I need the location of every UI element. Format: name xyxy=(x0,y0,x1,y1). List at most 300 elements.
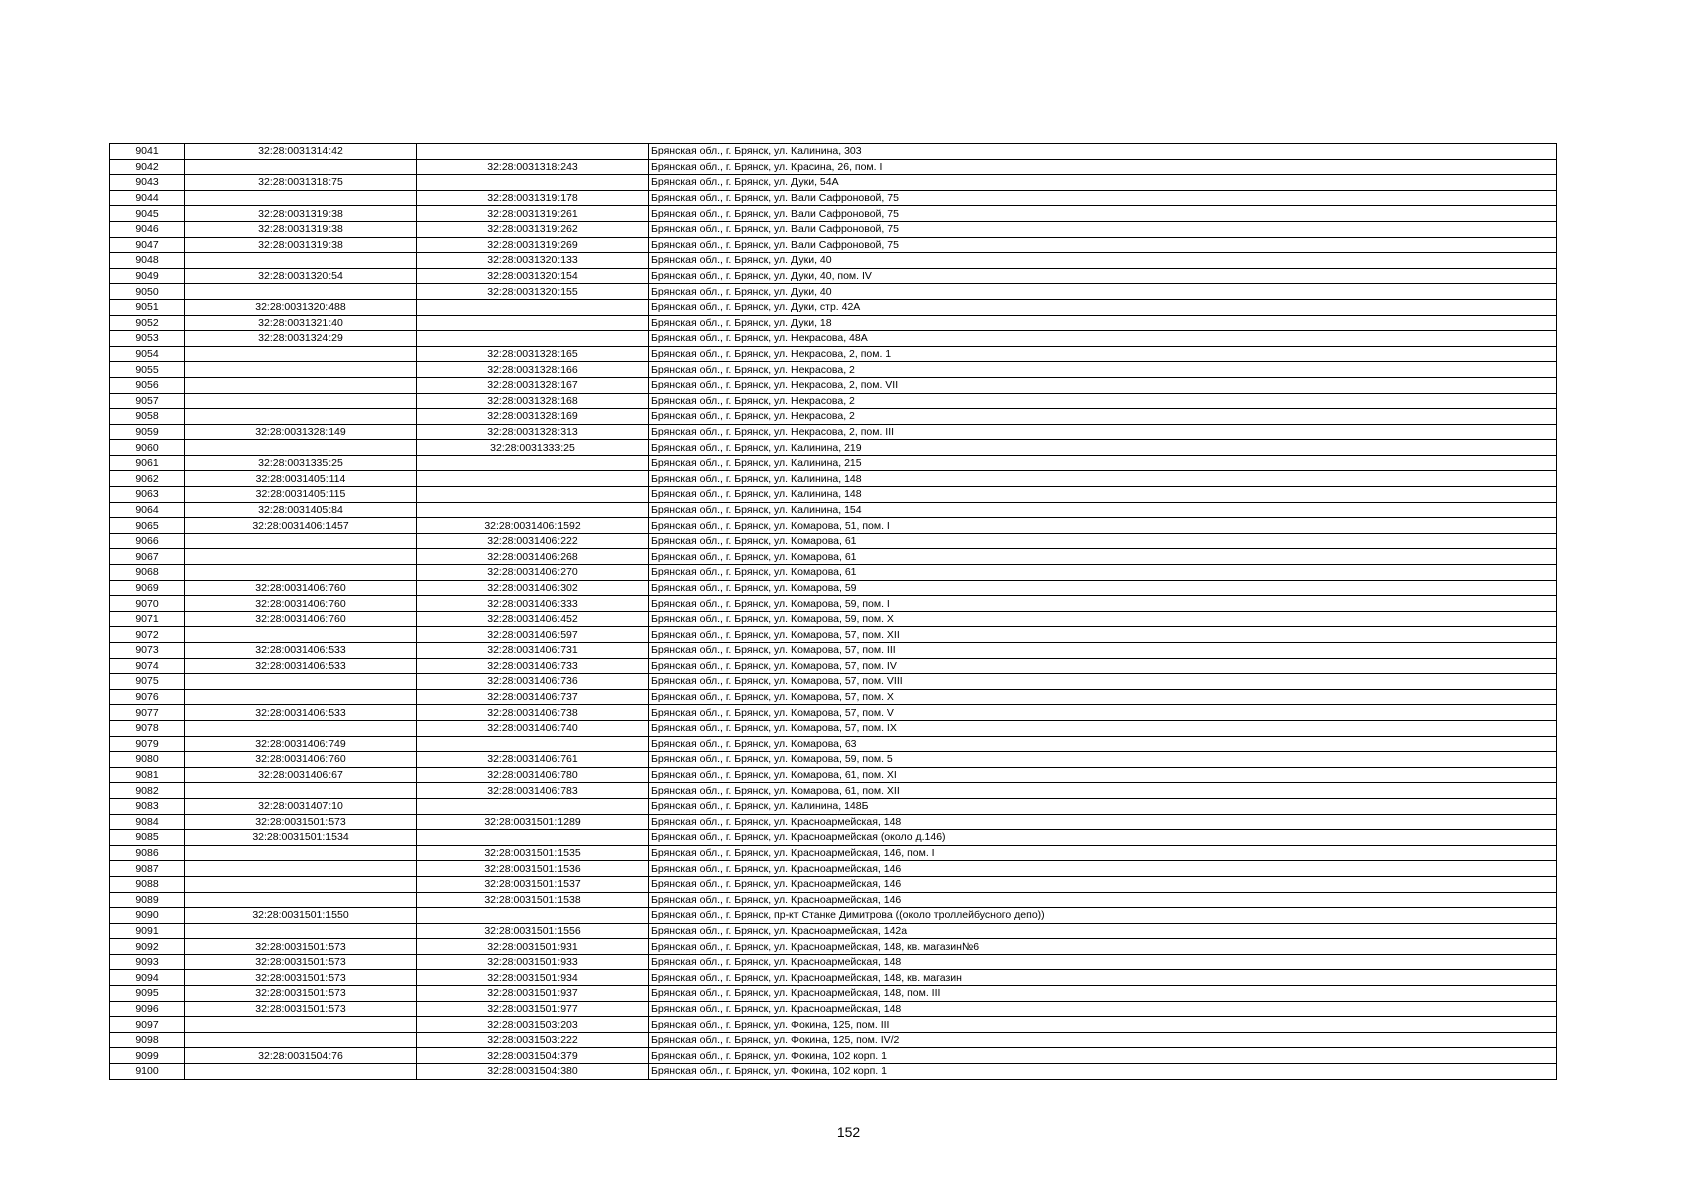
table-row xyxy=(110,284,1557,300)
table-row xyxy=(110,549,1557,565)
address-cell: Брянская обл., г. Брянск, ул. Комарова, 57, пом. IX xyxy=(649,720,1557,736)
row-number-cell: 9073 xyxy=(110,643,185,659)
row-number-cell: 9093 xyxy=(110,954,185,970)
object-number-cell xyxy=(417,487,649,503)
object-number-cell: 32:28:0031501:1289 xyxy=(417,814,649,830)
object-number-cell xyxy=(417,736,649,752)
object-number-cell xyxy=(417,908,649,924)
address-cell: Брянская обл., г. Брянск, ул. Калинина, 219 xyxy=(649,440,1557,456)
address-cell: Брянская обл., г. Брянск, ул. Вали Сафроновой, 75 xyxy=(649,206,1557,222)
address-cell: Брянская обл., г. Брянск, ул. Комарова, 59, пом. 5 xyxy=(649,752,1557,768)
table-row xyxy=(110,720,1557,736)
cadastral-number-cell: 32:28:0031501:573 xyxy=(185,954,417,970)
address-cell: Брянская обл., г. Брянск, ул. Фокина, 125, пом. IV/2 xyxy=(649,1032,1557,1048)
address-cell: Брянская обл., г. Брянск, ул. Калинина, 154 xyxy=(649,502,1557,518)
row-number-cell: 9090 xyxy=(110,908,185,924)
cadastral-number-cell: 32:28:0031319:38 xyxy=(185,237,417,253)
row-number-cell: 9047 xyxy=(110,237,185,253)
address-cell: Брянская обл., г. Брянск, ул. Красноармейская (около д.146) xyxy=(649,830,1557,846)
address-cell: Брянская обл., г. Брянск, ул. Некрасова, 2, пом. III xyxy=(649,424,1557,440)
object-number-cell: 32:28:0031503:203 xyxy=(417,1017,649,1033)
object-number-cell xyxy=(417,175,649,191)
address-cell: Брянская обл., г. Брянск, ул. Комарова, 57, пом. X xyxy=(649,689,1557,705)
cadastral-number-cell: 32:28:0031501:573 xyxy=(185,939,417,955)
cadastral-number-cell: 32:28:0031320:54 xyxy=(185,268,417,284)
address-cell: Брянская обл., г. Брянск, ул. Фокина, 102 корп. 1 xyxy=(649,1048,1557,1064)
address-cell: Брянская обл., г. Брянск, ул. Красноармейская, 146, пом. I xyxy=(649,845,1557,861)
table-row xyxy=(110,705,1557,721)
object-number-cell xyxy=(417,455,649,471)
object-number-cell: 32:28:0031328:167 xyxy=(417,377,649,393)
object-number-cell: 32:28:0031406:597 xyxy=(417,627,649,643)
row-number-cell: 9099 xyxy=(110,1048,185,1064)
row-number-cell: 9043 xyxy=(110,175,185,191)
row-number-cell: 9051 xyxy=(110,299,185,315)
object-number-cell: 32:28:0031328:313 xyxy=(417,424,649,440)
row-number-cell: 9081 xyxy=(110,767,185,783)
object-number-cell xyxy=(417,299,649,315)
cadastral-number-cell: 32:28:0031501:573 xyxy=(185,970,417,986)
row-number-cell: 9068 xyxy=(110,565,185,581)
table-row xyxy=(110,1048,1557,1064)
table-row xyxy=(110,565,1557,581)
cadastral-number-cell: 32:28:0031406:760 xyxy=(185,752,417,768)
row-number-cell: 9065 xyxy=(110,518,185,534)
table-row xyxy=(110,377,1557,393)
cadastral-number-cell xyxy=(185,346,417,362)
address-cell: Брянская обл., г. Брянск, ул. Красноармейская, 148 xyxy=(649,954,1557,970)
object-number-cell xyxy=(417,798,649,814)
row-number-cell: 9100 xyxy=(110,1064,185,1080)
address-cell: Брянская обл., г. Брянск, ул. Вали Сафроновой, 75 xyxy=(649,190,1557,206)
row-number-cell: 9096 xyxy=(110,1001,185,1017)
cadastral-number-cell xyxy=(185,159,417,175)
cadastral-number-cell xyxy=(185,549,417,565)
cadastral-number-cell xyxy=(185,923,417,939)
row-number-cell: 9074 xyxy=(110,658,185,674)
cadastral-number-cell: 32:28:0031328:149 xyxy=(185,424,417,440)
table-row xyxy=(110,596,1557,612)
object-number-cell: 32:28:0031406:783 xyxy=(417,783,649,799)
object-number-cell: 32:28:0031319:178 xyxy=(417,190,649,206)
row-number-cell: 9062 xyxy=(110,471,185,487)
object-number-cell: 32:28:0031406:737 xyxy=(417,689,649,705)
cadastral-number-cell xyxy=(185,253,417,269)
cadastral-number-cell: 32:28:0031501:573 xyxy=(185,1001,417,1017)
object-number-cell: 32:28:0031319:261 xyxy=(417,206,649,222)
object-number-cell: 32:28:0031406:731 xyxy=(417,643,649,659)
row-number-cell: 9097 xyxy=(110,1017,185,1033)
cadastral-number-cell xyxy=(185,190,417,206)
cadastral-number-cell: 32:28:0031406:1457 xyxy=(185,518,417,534)
object-number-cell: 32:28:0031503:222 xyxy=(417,1032,649,1048)
object-number-cell: 32:28:0031406:1592 xyxy=(417,518,649,534)
table-row xyxy=(110,1064,1557,1080)
cadastral-number-cell xyxy=(185,892,417,908)
row-number-cell: 9069 xyxy=(110,580,185,596)
cadastral-number-cell: 32:28:0031406:533 xyxy=(185,658,417,674)
cadastral-number-cell: 32:28:0031320:488 xyxy=(185,299,417,315)
table-row xyxy=(110,752,1557,768)
row-number-cell: 9059 xyxy=(110,424,185,440)
row-number-cell: 9066 xyxy=(110,533,185,549)
object-number-cell: 32:28:0031406:333 xyxy=(417,596,649,612)
row-number-cell: 9049 xyxy=(110,268,185,284)
cadastral-number-cell: 32:28:0031405:84 xyxy=(185,502,417,518)
object-number-cell xyxy=(417,830,649,846)
address-cell: Брянская обл., г. Брянск, ул. Красноармейская, 148 xyxy=(649,1001,1557,1017)
row-number-cell: 9056 xyxy=(110,377,185,393)
cadastral-number-cell xyxy=(185,440,417,456)
table-row xyxy=(110,986,1557,1002)
table-row xyxy=(110,315,1557,331)
object-number-cell: 32:28:0031406:761 xyxy=(417,752,649,768)
address-cell: Брянская обл., г. Брянск, ул. Красина, 26, пом. I xyxy=(649,159,1557,175)
row-number-cell: 9098 xyxy=(110,1032,185,1048)
table-row xyxy=(110,954,1557,970)
object-number-cell: 32:28:0031501:977 xyxy=(417,1001,649,1017)
object-number-cell: 32:28:0031501:1537 xyxy=(417,876,649,892)
cadastral-number-cell xyxy=(185,1032,417,1048)
cadastral-number-cell xyxy=(185,861,417,877)
cadastral-number-cell: 32:28:0031501:1534 xyxy=(185,830,417,846)
row-number-cell: 9076 xyxy=(110,689,185,705)
table-row xyxy=(110,643,1557,659)
address-cell: Брянская обл., г. Брянск, ул. Некрасова, 2 xyxy=(649,393,1557,409)
row-number-cell: 9050 xyxy=(110,284,185,300)
table-row xyxy=(110,627,1557,643)
row-number-cell: 9078 xyxy=(110,720,185,736)
address-cell: Брянская обл., г. Брянск, ул. Калинина, 215 xyxy=(649,455,1557,471)
row-number-cell: 9088 xyxy=(110,876,185,892)
table-row xyxy=(110,861,1557,877)
address-cell: Брянская обл., г. Брянск, ул. Комарова, 57, пом. III xyxy=(649,643,1557,659)
table-row xyxy=(110,892,1557,908)
row-number-cell: 9082 xyxy=(110,783,185,799)
row-number-cell: 9057 xyxy=(110,393,185,409)
table-row xyxy=(110,580,1557,596)
address-cell: Брянская обл., г. Брянск, ул. Комарова, 63 xyxy=(649,736,1557,752)
cadastral-number-cell: 32:28:0031504:76 xyxy=(185,1048,417,1064)
cadastral-number-cell: 32:28:0031406:533 xyxy=(185,643,417,659)
cadastral-number-cell xyxy=(185,362,417,378)
row-number-cell: 9053 xyxy=(110,331,185,347)
address-cell: Брянская обл., г. Брянск, ул. Некрасова, 2 xyxy=(649,409,1557,425)
table-row xyxy=(110,268,1557,284)
row-number-cell: 9046 xyxy=(110,221,185,237)
address-cell: Брянская обл., г. Брянск, ул. Комарова, 57, пом. VIII xyxy=(649,674,1557,690)
table-row xyxy=(110,939,1557,955)
table-row xyxy=(110,736,1557,752)
row-number-cell: 9079 xyxy=(110,736,185,752)
row-number-cell: 9089 xyxy=(110,892,185,908)
cadastral-number-cell xyxy=(185,1064,417,1080)
address-cell: Брянская обл., г. Брянск, ул. Комарова, 57, пом. V xyxy=(649,705,1557,721)
row-number-cell: 9067 xyxy=(110,549,185,565)
table-row xyxy=(110,362,1557,378)
address-cell: Брянская обл., г. Брянск, ул. Дуки, 40 xyxy=(649,253,1557,269)
row-number-cell: 9095 xyxy=(110,986,185,1002)
address-cell: Брянская обл., г. Брянск, ул. Комарова, 61, пом. XI xyxy=(649,767,1557,783)
table-row xyxy=(110,814,1557,830)
table-row xyxy=(110,611,1557,627)
cadastral-number-cell xyxy=(185,1017,417,1033)
table-row xyxy=(110,455,1557,471)
object-number-cell: 32:28:0031501:1536 xyxy=(417,861,649,877)
table-row xyxy=(110,674,1557,690)
table-row xyxy=(110,440,1557,456)
address-cell: Брянская обл., г. Брянск, ул. Дуки, стр. 42А xyxy=(649,299,1557,315)
cadastral-number-cell xyxy=(185,674,417,690)
address-cell: Брянская обл., г. Брянск, ул. Комарова, 61 xyxy=(649,533,1557,549)
object-number-cell: 32:28:0031504:380 xyxy=(417,1064,649,1080)
row-number-cell: 9083 xyxy=(110,798,185,814)
table-row xyxy=(110,518,1557,534)
cadastral-number-cell xyxy=(185,393,417,409)
row-number-cell: 9060 xyxy=(110,440,185,456)
object-number-cell xyxy=(417,331,649,347)
object-number-cell: 32:28:0031501:934 xyxy=(417,970,649,986)
registry-table-body xyxy=(110,144,1557,1080)
cadastral-number-cell: 32:28:0031406:749 xyxy=(185,736,417,752)
row-number-cell: 9091 xyxy=(110,923,185,939)
row-number-cell: 9052 xyxy=(110,315,185,331)
object-number-cell xyxy=(417,315,649,331)
address-cell: Брянская обл., г. Брянск, ул. Комарова, 61 xyxy=(649,549,1557,565)
object-number-cell: 32:28:0031320:154 xyxy=(417,268,649,284)
table-row xyxy=(110,206,1557,222)
row-number-cell: 9080 xyxy=(110,752,185,768)
address-cell: Брянская обл., г. Брянск, ул. Фокина, 125, пом. III xyxy=(649,1017,1557,1033)
address-cell: Брянская обл., г. Брянск, ул. Калинина, 148 xyxy=(649,471,1557,487)
object-number-cell: 32:28:0031406:302 xyxy=(417,580,649,596)
cadastral-number-cell: 32:28:0031407:10 xyxy=(185,798,417,814)
address-cell: Брянская обл., г. Брянск, ул. Комарова, 59 xyxy=(649,580,1557,596)
address-cell: Брянская обл., г. Брянск, ул. Красноармейская, 148, кв. магазин xyxy=(649,970,1557,986)
row-number-cell: 9055 xyxy=(110,362,185,378)
table-row xyxy=(110,502,1557,518)
address-cell: Брянская обл., г. Брянск, ул. Красноармейская, 148, пом. III xyxy=(649,986,1557,1002)
address-cell: Брянская обл., г. Брянск, ул. Комарова, 57, пом. XII xyxy=(649,627,1557,643)
row-number-cell: 9058 xyxy=(110,409,185,425)
address-cell: Брянская обл., г. Брянск, ул. Некрасова, 2, пом. VII xyxy=(649,377,1557,393)
object-number-cell xyxy=(417,502,649,518)
table-row xyxy=(110,533,1557,549)
address-cell: Брянская обл., г. Брянск, ул. Красноармейская, 146 xyxy=(649,892,1557,908)
table-row xyxy=(110,923,1557,939)
object-number-cell: 32:28:0031406:780 xyxy=(417,767,649,783)
row-number-cell: 9042 xyxy=(110,159,185,175)
row-number-cell: 9092 xyxy=(110,939,185,955)
cadastral-number-cell: 32:28:0031321:40 xyxy=(185,315,417,331)
cadastral-number-cell: 32:28:0031501:573 xyxy=(185,814,417,830)
row-number-cell: 9048 xyxy=(110,253,185,269)
object-number-cell: 32:28:0031328:169 xyxy=(417,409,649,425)
table-row xyxy=(110,159,1557,175)
row-number-cell: 9064 xyxy=(110,502,185,518)
cadastral-number-cell: 32:28:0031318:75 xyxy=(185,175,417,191)
row-number-cell: 9070 xyxy=(110,596,185,612)
table-row xyxy=(110,221,1557,237)
cadastral-number-cell: 32:28:0031501:573 xyxy=(185,986,417,1002)
object-number-cell: 32:28:0031406:270 xyxy=(417,565,649,581)
table-row xyxy=(110,876,1557,892)
address-cell: Брянская обл., г. Брянск, ул. Дуки, 54А xyxy=(649,175,1557,191)
object-number-cell: 32:28:0031328:168 xyxy=(417,393,649,409)
address-cell: Брянская обл., г. Брянск, ул. Комарова, 61 xyxy=(649,565,1557,581)
address-cell: Брянская обл., г. Брянск, ул. Фокина, 102 корп. 1 xyxy=(649,1064,1557,1080)
table-row xyxy=(110,970,1557,986)
address-cell: Брянская обл., г. Брянск, ул. Вали Сафроновой, 75 xyxy=(649,237,1557,253)
cadastral-number-cell: 32:28:0031406:760 xyxy=(185,596,417,612)
object-number-cell xyxy=(417,471,649,487)
object-number-cell: 32:28:0031501:1538 xyxy=(417,892,649,908)
object-number-cell xyxy=(417,144,649,160)
address-cell: Брянская обл., г. Брянск, ул. Красноармейская, 148, кв. магазин№6 xyxy=(649,939,1557,955)
address-cell: Брянская обл., г. Брянск, ул. Комарова, 59, пом. X xyxy=(649,611,1557,627)
table-row xyxy=(110,1032,1557,1048)
row-number-cell: 9075 xyxy=(110,674,185,690)
cadastral-number-cell: 32:28:0031406:67 xyxy=(185,767,417,783)
row-number-cell: 9044 xyxy=(110,190,185,206)
address-cell: Брянская обл., г. Брянск, ул. Дуки, 40, пом. IV xyxy=(649,268,1557,284)
object-number-cell: 32:28:0031406:740 xyxy=(417,720,649,736)
object-number-cell: 32:28:0031406:222 xyxy=(417,533,649,549)
address-cell: Брянская обл., г. Брянск, пр-кт Станке Димитрова ((около троллейбусного депо)) xyxy=(649,908,1557,924)
table-row xyxy=(110,1001,1557,1017)
object-number-cell: 32:28:0031333:25 xyxy=(417,440,649,456)
row-number-cell: 9087 xyxy=(110,861,185,877)
object-number-cell: 32:28:0031406:733 xyxy=(417,658,649,674)
address-cell: Брянская обл., г. Брянск, ул. Дуки, 18 xyxy=(649,315,1557,331)
row-number-cell: 9063 xyxy=(110,487,185,503)
address-cell: Брянская обл., г. Брянск, ул. Некрасова, 48А xyxy=(649,331,1557,347)
cadastral-number-cell xyxy=(185,720,417,736)
address-cell: Брянская обл., г. Брянск, ул. Комарова, 51, пом. I xyxy=(649,518,1557,534)
object-number-cell: 32:28:0031501:1535 xyxy=(417,845,649,861)
table-row xyxy=(110,424,1557,440)
table-row xyxy=(110,845,1557,861)
table-row xyxy=(110,658,1557,674)
cadastral-number-cell xyxy=(185,876,417,892)
cadastral-number-cell: 32:28:0031406:760 xyxy=(185,580,417,596)
cadastral-number-cell: 32:28:0031405:114 xyxy=(185,471,417,487)
address-cell: Брянская обл., г. Брянск, ул. Комарова, 59, пом. I xyxy=(649,596,1557,612)
cadastral-number-cell: 32:28:0031314:42 xyxy=(185,144,417,160)
table-row xyxy=(110,237,1557,253)
cadastral-number-cell: 32:28:0031501:1550 xyxy=(185,908,417,924)
cadastral-number-cell xyxy=(185,565,417,581)
table-row xyxy=(110,175,1557,191)
cadastral-number-cell xyxy=(185,689,417,705)
cadastral-number-cell: 32:28:0031406:533 xyxy=(185,705,417,721)
table-row xyxy=(110,331,1557,347)
row-number-cell: 9085 xyxy=(110,830,185,846)
table-row xyxy=(110,299,1557,315)
cadastral-number-cell: 32:28:0031319:38 xyxy=(185,221,417,237)
object-number-cell: 32:28:0031319:269 xyxy=(417,237,649,253)
row-number-cell: 9045 xyxy=(110,206,185,222)
cadastral-number-cell: 32:28:0031405:115 xyxy=(185,487,417,503)
address-cell: Брянская обл., г. Брянск, ул. Калинина, 148Б xyxy=(649,798,1557,814)
row-number-cell: 9072 xyxy=(110,627,185,643)
address-cell: Брянская обл., г. Брянск, ул. Красноармейская, 142а xyxy=(649,923,1557,939)
object-number-cell: 32:28:0031406:736 xyxy=(417,674,649,690)
registry-table xyxy=(109,143,1557,1080)
row-number-cell: 9071 xyxy=(110,611,185,627)
address-cell: Брянская обл., г. Брянск, ул. Некрасова, 2, пом. 1 xyxy=(649,346,1557,362)
object-number-cell: 32:28:0031501:933 xyxy=(417,954,649,970)
object-number-cell: 32:28:0031406:268 xyxy=(417,549,649,565)
address-cell: Брянская обл., г. Брянск, ул. Красноармейская, 146 xyxy=(649,876,1557,892)
table-row xyxy=(110,393,1557,409)
row-number-cell: 9086 xyxy=(110,845,185,861)
table-row xyxy=(110,830,1557,846)
row-number-cell: 9054 xyxy=(110,346,185,362)
table-row xyxy=(110,1017,1557,1033)
table-row xyxy=(110,689,1557,705)
table-row xyxy=(110,346,1557,362)
object-number-cell: 32:28:0031319:262 xyxy=(417,221,649,237)
row-number-cell: 9041 xyxy=(110,144,185,160)
object-number-cell: 32:28:0031320:133 xyxy=(417,253,649,269)
object-number-cell: 32:28:0031328:166 xyxy=(417,362,649,378)
table-row xyxy=(110,253,1557,269)
address-cell: Брянская обл., г. Брянск, ул. Калинина, 148 xyxy=(649,487,1557,503)
table-row xyxy=(110,767,1557,783)
address-cell: Брянская обл., г. Брянск, ул. Красноармейская, 148 xyxy=(649,814,1557,830)
table-row xyxy=(110,144,1557,160)
object-number-cell: 32:28:0031320:155 xyxy=(417,284,649,300)
table-row xyxy=(110,409,1557,425)
table-row xyxy=(110,487,1557,503)
cadastral-number-cell xyxy=(185,627,417,643)
cadastral-number-cell xyxy=(185,845,417,861)
page-number: 152 xyxy=(836,1124,861,1140)
row-number-cell: 9061 xyxy=(110,455,185,471)
object-number-cell: 32:28:0031501:931 xyxy=(417,939,649,955)
cadastral-number-cell: 32:28:0031406:760 xyxy=(185,611,417,627)
table-row xyxy=(110,783,1557,799)
address-cell: Брянская обл., г. Брянск, ул. Комарова, 61, пом. XII xyxy=(649,783,1557,799)
address-cell: Брянская обл., г. Брянск, ул. Вали Сафроновой, 75 xyxy=(649,221,1557,237)
object-number-cell: 32:28:0031406:452 xyxy=(417,611,649,627)
cadastral-number-cell: 32:28:0031324:29 xyxy=(185,331,417,347)
cadastral-number-cell: 32:28:0031335:25 xyxy=(185,455,417,471)
cadastral-number-cell xyxy=(185,409,417,425)
cadastral-number-cell: 32:28:0031319:38 xyxy=(185,206,417,222)
row-number-cell: 9077 xyxy=(110,705,185,721)
address-cell: Брянская обл., г. Брянск, ул. Красноармейская, 146 xyxy=(649,861,1557,877)
row-number-cell: 9094 xyxy=(110,970,185,986)
table-row xyxy=(110,908,1557,924)
cadastral-number-cell xyxy=(185,783,417,799)
cadastral-number-cell xyxy=(185,533,417,549)
table-row xyxy=(110,190,1557,206)
object-number-cell: 32:28:0031318:243 xyxy=(417,159,649,175)
object-number-cell: 32:28:0031501:937 xyxy=(417,986,649,1002)
cadastral-number-cell xyxy=(185,284,417,300)
address-cell: Брянская обл., г. Брянск, ул. Некрасова, 2 xyxy=(649,362,1557,378)
object-number-cell: 32:28:0031501:1556 xyxy=(417,923,649,939)
address-cell: Брянская обл., г. Брянск, ул. Дуки, 40 xyxy=(649,284,1557,300)
address-cell: Брянская обл., г. Брянск, ул. Калинина, 303 xyxy=(649,144,1557,160)
row-number-cell: 9084 xyxy=(110,814,185,830)
table-row xyxy=(110,471,1557,487)
object-number-cell: 32:28:0031504:379 xyxy=(417,1048,649,1064)
address-cell: Брянская обл., г. Брянск, ул. Комарова, 57, пом. IV xyxy=(649,658,1557,674)
object-number-cell: 32:28:0031328:165 xyxy=(417,346,649,362)
